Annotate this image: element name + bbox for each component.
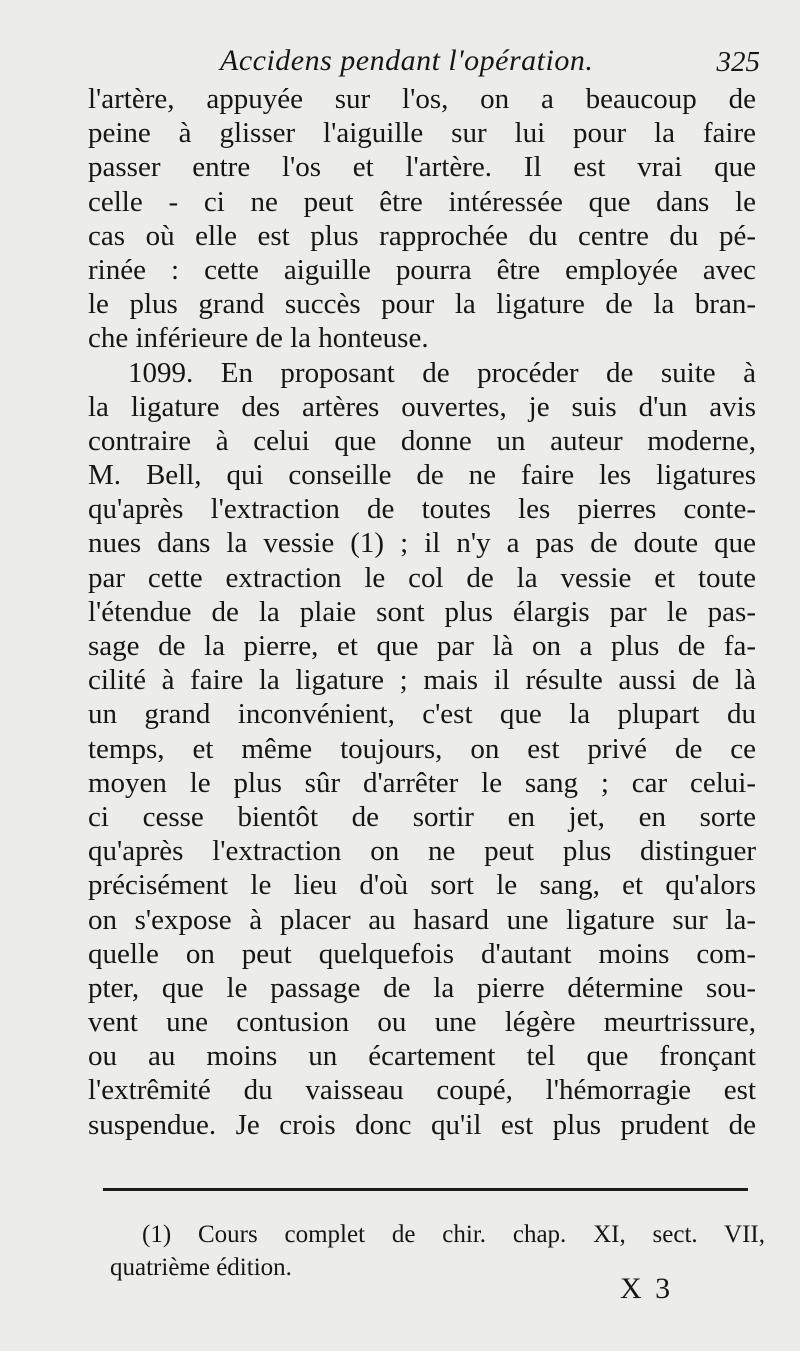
text-line: cas où elle est plus rapprochée du centre du pé- bbox=[88, 219, 756, 252]
footnote-line: (1) Cours complet de chir. chap. XI, sect. VII, bbox=[142, 1221, 765, 1248]
text-line: rinée : cette aiguille pourra être employée avec bbox=[88, 253, 756, 286]
text-line: sage de la pierre, et que par là on a plus de fa- bbox=[88, 630, 756, 662]
text-line: l'étendue de la plaie sont plus élargis par le pas- bbox=[88, 595, 756, 628]
text-line: suspendue. Je crois donc qu'il est plus prudent de bbox=[88, 1108, 756, 1141]
text-line: peine à glisser l'aiguille sur lui pour la faire bbox=[88, 117, 756, 150]
running-head: Accidens pendant l'opération. bbox=[220, 44, 594, 77]
text-line: vent une contusion ou une légère meurtrissure, bbox=[88, 1006, 756, 1039]
text-line: quelle on peut quelquefois d'autant moins com- bbox=[88, 937, 756, 970]
text-line: che inférieure de la honteuse. bbox=[88, 322, 429, 355]
text-line: qu'après l'extraction on ne peut plus distinguer bbox=[88, 835, 756, 868]
footnote-line: quatrième édition. bbox=[110, 1254, 292, 1281]
footnote-rule bbox=[103, 1188, 748, 1191]
page-number: 325 bbox=[716, 46, 760, 78]
page-header bbox=[220, 44, 760, 84]
text-line: par cette extraction le col de la vessie et toute bbox=[88, 561, 756, 594]
text-line: celle - ci ne peut être intéressée que dans le bbox=[88, 185, 756, 218]
text-line: l'extrêmité du vaisseau coupé, l'hémorragie est bbox=[88, 1074, 756, 1107]
text-line: on s'expose à placer au hasard une ligature sur la- bbox=[88, 903, 756, 936]
text-line: contraire à celui que donne un auteur moderne, bbox=[88, 424, 756, 457]
text-line: le plus grand succès pour la ligature de la bran- bbox=[88, 288, 756, 321]
text-line: la ligature des artères ouvertes, je suis d'un avis bbox=[88, 390, 756, 423]
text-line: un grand inconvénient, c'est que la plupart du bbox=[88, 698, 756, 731]
text-line: passer entre l'os et l'artère. Il est vrai que bbox=[88, 151, 756, 184]
text-line: temps, et même toujours, on est privé de ce bbox=[88, 732, 756, 765]
text-line: ou au moins un écartement tel que fronçant bbox=[88, 1040, 756, 1073]
text-line: M. Bell, qui conseille de ne faire les ligatures bbox=[88, 459, 756, 492]
text-line: nues dans la vessie (1) ; il n'y a pas de doute que bbox=[88, 527, 756, 560]
text-line: moyen le plus sûr d'arrêter le sang ; car celui- bbox=[88, 766, 756, 799]
signature-mark: X 3 bbox=[620, 1272, 674, 1305]
text-line: qu'après l'extraction de toutes les pierres conte- bbox=[88, 493, 756, 526]
body-text bbox=[88, 82, 756, 1142]
paragraph-start-line: 1099. En proposant de procéder de suite à bbox=[128, 356, 756, 389]
text-line: précisément le lieu d'où sort le sang, et qu'alors bbox=[88, 869, 756, 902]
text-line: cilité à faire la ligature ; mais il résulte aussi de là bbox=[88, 664, 756, 697]
text-line: pter, que le passage de la pierre détermine sou- bbox=[88, 971, 756, 1004]
text-line: ci cesse bientôt de sortir en jet, en sorte bbox=[88, 800, 756, 833]
text-line: l'artère, appuyée sur l'os, on a beaucoup de bbox=[88, 83, 756, 115]
